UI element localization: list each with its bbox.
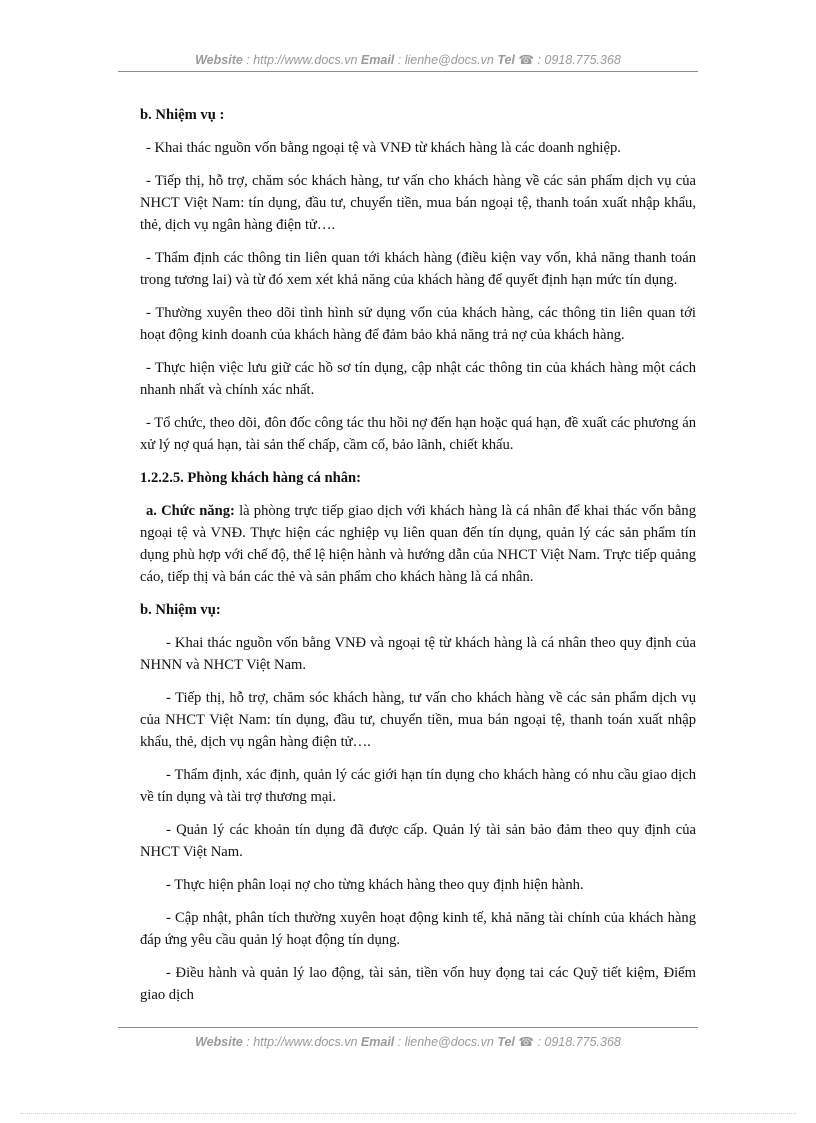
function-label: a. Chức năng: (146, 503, 235, 519)
function-text: là phòng trực tiếp giao dịch với khách hàng là cá nhân để khai thác vốn bằng ngoại tệ và VNĐ. Thực hiện các nghiệp vụ liên quan đến tín dụng, quản lý các sản phẩm tín dụng phù hợp với chế độ, thể lệ hiện hành và hướng dẫn của NHCT Việt Nam. Trực tiếp quảng cáo, tiếp thị và bán các thẻ và sản phẩm cho khách hàng là cá nhân. (140, 503, 696, 585)
paragraph: - Cập nhật, phân tích thường xuyên hoạt động kinh tế, khả năng tài chính của khách hàng đáp ứng yêu cầu quản lý hoạt động tín dụng. (140, 910, 696, 948)
paragraph: - Thường xuyên theo dõi tình hình sử dụng vốn của khách hàng, các thông tin liên quan tới hoạt động kinh doanh của khách hàng để đảm bảo khả năng trả nợ của khách hàng. (140, 305, 696, 343)
section-heading: 1.2.2.5. Phòng khách hàng cá nhân: (140, 470, 361, 486)
function-paragraph (140, 500, 696, 588)
paragraph: - Thực hiện phân loại nợ cho từng khách hàng theo quy định hiện hành. (166, 877, 584, 893)
heading-tasks-2: b. Nhiệm vụ: (140, 602, 221, 618)
paragraph: - Tiếp thị, hỗ trợ, chăm sóc khách hàng, tư vấn cho khách hàng về các sản phẩm dịch vụ của NHCT Việt Nam: tín dụng, đầu tư, chuyển tiền, mua bán ngoại tệ, thanh toán xuất nhập khẩu, thẻ, dịch vụ ngân hàng điện tử…. (140, 690, 696, 750)
paragraph: - Khai thác nguồn vốn bằng VNĐ và ngoại tệ từ khách hàng là cá nhân theo quy định của NHNN và NHCT Việt Nam. (140, 635, 696, 673)
website-value: : http://www.docs.vn (242, 1035, 361, 1049)
page-header (118, 52, 698, 67)
tel-label: Tel (497, 1035, 515, 1049)
paragraph: - Tổ chức, theo dõi, đôn đốc công tác thu hồi nợ đến hạn hoặc quá hạn, đề xuất các phương án xử lý nợ quá hạn, tài sản thế chấp, cầm cố, bảo lãnh, chiết khấu. (140, 415, 696, 453)
tel-label: Tel (497, 53, 515, 67)
heading-tasks-1: b. Nhiệm vụ : (140, 107, 225, 123)
email-label: Email (360, 53, 395, 67)
footer-rule (118, 1027, 698, 1028)
paragraph: - Thẩm định, xác định, quản lý các giới hạn tín dụng cho khách hàng có nhu cầu giao dịch về tín dụng và tài trợ thương mại. (140, 767, 696, 805)
email-value: : lienhe@docs.vn (394, 53, 498, 67)
email-label: Email (360, 1035, 395, 1049)
phone-icon: ☎ (518, 53, 534, 67)
paragraph: - Khai thác nguồn vốn bằng ngoại tệ và VNĐ từ khách hàng là các doanh nghiệp. (146, 140, 621, 156)
paragraph: - Thực hiện việc lưu giữ các hồ sơ tín dụng, cập nhật các thông tin của khách hàng một cách nhanh nhất và chính xác nhất. (140, 360, 696, 398)
website-label: Website (195, 53, 243, 67)
website-value: : http://www.docs.vn (242, 53, 361, 67)
tel-value: : 0918.775.368 (533, 53, 621, 67)
page-edge-divider (20, 1113, 796, 1114)
email-value: : lienhe@docs.vn (394, 1035, 498, 1049)
website-label: Website (195, 1035, 243, 1049)
paragraph: - Thẩm định các thông tin liên quan tới khách hàng (điều kiện vay vốn, khả năng thanh toán trong tương lai) và từ đó xem xét khả năng của khách hàng để quyết định hạn mức tín dụng. (140, 250, 696, 288)
paragraph: - Điều hành và quản lý lao động, tài sản, tiền vốn huy đọng tai các Quỹ tiết kiệm, Điểm giao dịch (140, 965, 696, 1003)
document-body (140, 104, 696, 1017)
page-footer (118, 1034, 698, 1049)
paragraph: - Tiếp thị, hỗ trợ, chăm sóc khách hàng, tư vấn cho khách hàng về các sản phẩm dịch vụ của NHCT Việt Nam: tín dụng, đầu tư, chuyển tiền, mua bán ngoại tệ, thanh toán xuất nhập khẩu, thẻ, dịch vụ ngân hàng điện tử…. (140, 173, 696, 233)
header-rule (118, 71, 698, 72)
paragraph: - Quản lý các khoản tín dụng đã được cấp. Quản lý tài sản bảo đảm theo quy định của NHCT Việt Nam. (140, 822, 696, 860)
tel-value: : 0918.775.368 (533, 1035, 621, 1049)
phone-icon: ☎ (518, 1035, 534, 1049)
